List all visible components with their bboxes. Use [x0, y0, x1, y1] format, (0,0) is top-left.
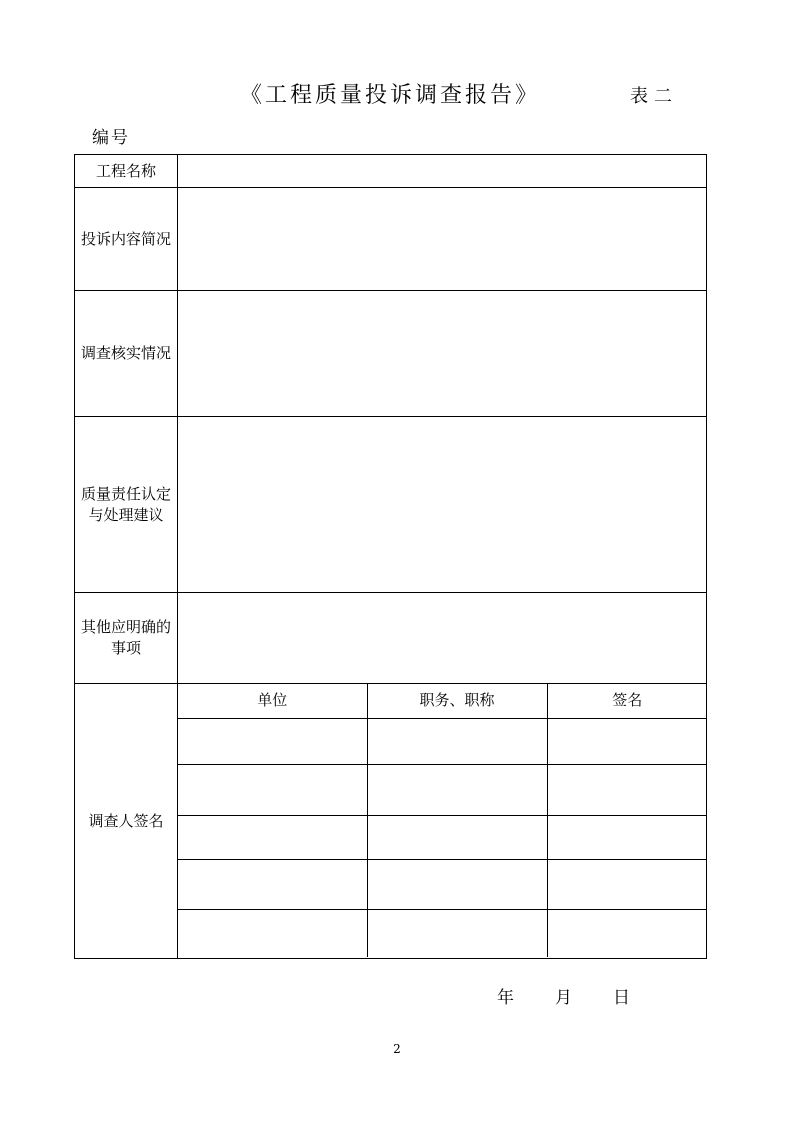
other-matters-field[interactable] — [178, 593, 707, 684]
serial-number-label: 编号 — [92, 128, 130, 148]
complaint-summary-label: 投诉内容简况 — [75, 188, 178, 291]
signer-unit-field[interactable] — [178, 859, 367, 909]
project-name-label: 工程名称 — [75, 155, 178, 188]
responsibility-field[interactable] — [178, 417, 707, 593]
signer-row — [178, 859, 707, 909]
signer-unit-field[interactable] — [178, 718, 367, 764]
signer-position-field[interactable] — [367, 909, 547, 957]
signers-label: 调查人签名 — [75, 684, 178, 959]
signer-signature-field[interactable] — [547, 859, 707, 909]
signer-row — [178, 909, 707, 957]
signer-unit-field[interactable] — [178, 909, 367, 957]
signers-header-row — [178, 684, 707, 718]
signers-cell — [178, 684, 707, 959]
month-label: 月 — [555, 988, 572, 1008]
other-matters-label: 其他应明确的事项 — [75, 593, 178, 684]
report-form-table — [74, 154, 707, 959]
report-title: 《工程质量投诉调查报告》 — [240, 83, 541, 108]
signer-row — [178, 718, 707, 764]
date-line — [497, 983, 630, 1008]
column-header-position: 职务、职称 — [367, 684, 547, 718]
signer-row — [178, 815, 707, 859]
row-signers — [75, 684, 707, 959]
signer-unit-field[interactable] — [178, 764, 367, 815]
project-name-field[interactable] — [178, 155, 707, 188]
row-other-matters — [75, 593, 707, 684]
row-project-name — [75, 155, 707, 188]
column-header-signature: 签名 — [547, 684, 707, 718]
signers-table — [178, 684, 707, 957]
signer-position-field[interactable] — [367, 815, 547, 859]
signer-signature-field[interactable] — [547, 764, 707, 815]
signer-position-field[interactable] — [367, 764, 547, 815]
row-responsibility — [75, 417, 707, 593]
responsibility-label: 质量责任认定与处理建议 — [75, 417, 178, 593]
row-complaint — [75, 188, 707, 291]
signer-unit-field[interactable] — [178, 815, 367, 859]
signer-position-field[interactable] — [367, 859, 547, 909]
signer-signature-field[interactable] — [547, 718, 707, 764]
year-label: 年 — [497, 988, 514, 1008]
column-header-unit: 单位 — [178, 684, 367, 718]
signer-signature-field[interactable] — [547, 815, 707, 859]
investigation-field[interactable] — [178, 291, 707, 417]
signer-row — [178, 764, 707, 815]
day-label: 日 — [613, 988, 630, 1008]
form-number-tag: 表二 — [630, 86, 678, 107]
signer-position-field[interactable] — [367, 718, 547, 764]
row-investigation — [75, 291, 707, 417]
page-number: 2 — [393, 1042, 401, 1056]
signer-signature-field[interactable] — [547, 909, 707, 957]
complaint-summary-field[interactable] — [178, 188, 707, 291]
investigation-label: 调查核实情况 — [75, 291, 178, 417]
